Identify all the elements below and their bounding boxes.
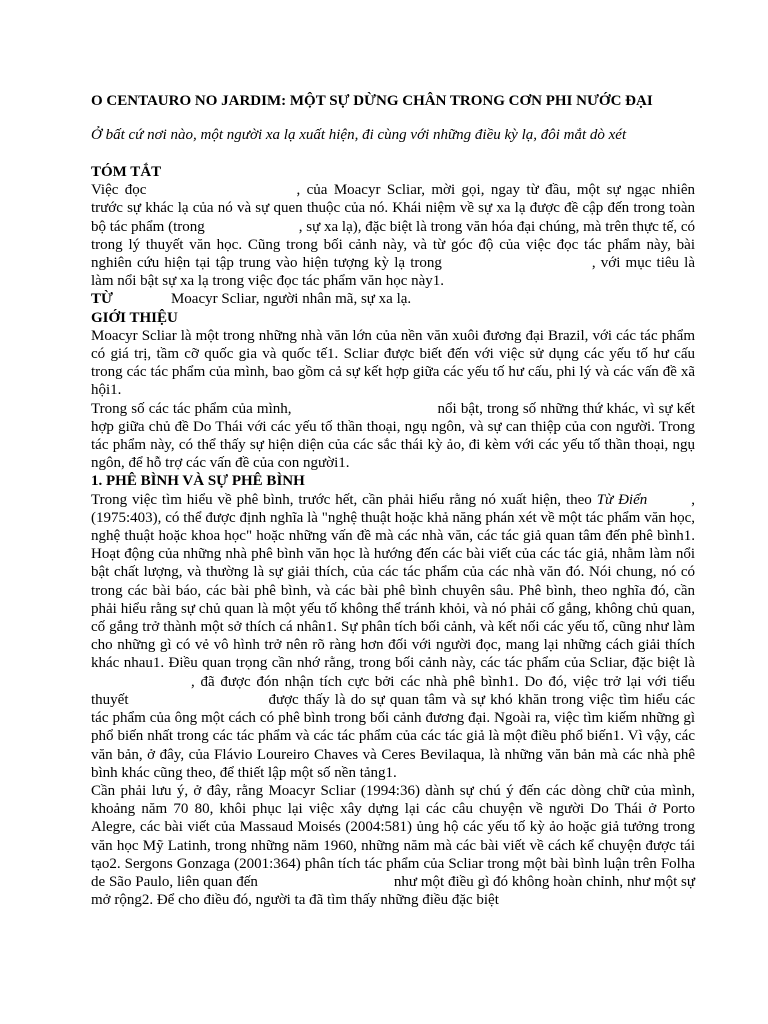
section1-text-6: như một điều gì đó không hoàn chỉnh, như một sự mở rộng2. Để cho điều đó, người ta đã tìm thấy những điều đặc biệt — [91, 873, 696, 909]
page-subtitle: Ở bất cứ nơi nào, một người xa lạ xuất hiện, đi cùng với những điều kỳ lạ, đôi mắt dò xét — [91, 127, 627, 143]
section1-heading: 1. PHÊ BÌNH VÀ SỰ PHÊ BÌNH — [91, 473, 305, 490]
section1-text-3: , đã được đón nhận tích cực bởi các nhà phê bình1. Do đó, việc trở lại với tiểu thuyết — [91, 673, 695, 708]
summary-text-1: Việc đọc — [91, 182, 147, 199]
summary-text-2: , của Moacyr Scliar, mời gọi, ngay từ đầu, một sự ngạc nhiên trước sự khác lạ của nó và sự quen thuộc của nó. Khái niệm về sự xa lạ được đề cập đến trong toàn bộ tác phẩm (trong — [91, 182, 695, 235]
section1-text-5: Cần phải lưu ý, ở đây, rằng Moacyr Scliar (1994:36) dành sự chú ý đến các dòng chữ của mình, khoảng năm 70 80, khôi phục lại việc xây dựng lại các câu chuyện về người Do Thái ở Porto Alegre, các bài viết của Massaud Moisés (2004:581) ủng hộ các yếu tố kỳ ảo hoặc giả tưởng trong văn học Mỹ Latinh, trong những năm 1960, những năm mà các bài viết về cách kể chuyện được tái tạo2. Sergons Gonzaga (2001:364) phân tích tác phẩm của Scliar trong một bài bình luận trên Folha de São Paulo, liên quan đến — [91, 782, 695, 890]
summary-text-3: , sự xa lạ), đặc biệt là trong văn hóa đại chúng, mà trên thực tế, có trong lý thuyết văn học. Cũng trong bối cảnh này, và từ góc độ của việc đọc tác phẩm này, bài nghiên cứu hiện tại tập trung vào hiện tượng kỳ lạ trong — [91, 218, 696, 272]
keywords-line — [91, 290, 695, 308]
section1-text-1: Trong việc tìm hiểu về phê bình, trước hết, cần phải hiểu rằng nó xuất hiện, theo — [91, 491, 592, 508]
summary-heading: TÓM TẮT — [91, 164, 162, 180]
section1-paragraph-2 — [91, 782, 695, 909]
summary-text-4: , với mục tiêu là làm nổi bật sự xa lạ trong việc đọc tác phẩm văn học này1. — [91, 255, 696, 290]
intro-paragraph-1: Moacyr Scliar là một trong những nhà văn lớn của nền văn xuôi đương đại Brazil, với các tác phẩm có giá trị, tầm cỡ quốc gia và quốc tế1. Scliar được biết đến với việc sử dụng các yếu tố hư cấu trong các tác phẩm của mình, bao gồm cả sự kết hợp giữa các yếu tố hư cấu, phi lý và các vấn đề xã hội1. — [91, 327, 695, 399]
keywords-text: Moacyr Scliar, người nhân mã, sự xa lạ. — [170, 291, 412, 308]
section1-paragraph-1 — [91, 491, 695, 782]
dictionary-title: Từ Điển — [596, 491, 648, 508]
page-title: O CENTAURO NO JARDIM: MỘT SỰ DỪNG CHÂN TRONG CƠN PHI NƯỚC ĐẠI — [91, 93, 653, 109]
intro-text-1: Trong số các tác phẩm của mình, — [91, 400, 292, 417]
summary-paragraph — [91, 181, 695, 290]
keywords-label: TỪ — [91, 291, 113, 308]
section1-text-2: , (1975:403), có thể được định nghĩa là "nghệ thuật hoặc khả năng phán xét về một tác phẩm văn học, nghệ thuật hoặc khoa học" hoặc những vấn đề mà các nhà văn, các tác giả quan tâm đến phê bình1. Hoạt động của những nhà phê bình văn học là hướng đến các bài viết của các tác giả, nhằm làm nổi bật chất lượng, và thường là sự giải thích, của các tác phẩm của các nhà văn đó. Nói chung, nó có trong các bài báo, các bài phê bình, và các bài phê bình chuyên sâu. Phê bình, theo nghĩa đó, cần phải hiểu rằng sự chủ quan là một yếu tố không thể tránh khỏi, và nó phải cố gắng, không chủ quan, cố gắng trở thành một sở thích cá nhân1. Sự phân tích bối cảnh, và kết nối các yếu tố, cũng như làm cho những gì có vẻ vô hình trở nên rõ ràng hơn đối với người đọc, mang lại những cách giải thích khác nhau1. Điều quan trọng cần nhớ rằng, trong bối cảnh này, các tác phẩm của Scliar, đặc biệt là — [91, 491, 696, 672]
section1-text-4: được thấy là do sự quan tâm và sự khó khăn trong việc tìm hiểu các tác phẩm của ông một cách có phê bình trong bối cảnh đương đại. Ngoài ra, việc tìm kiếm những gì phổ biến nhất trong các tác phẩm và các tác phẩm của các tác giả là một điều phổ biến1. Vì vậy, các văn bản, ở đây, của Flávio Loureiro Chaves và Ceres Bevilaqua, là những văn bản mà các nhà phê bình khác cũng theo, để thiết lập một số nền tảng1. — [91, 691, 695, 781]
document-body — [91, 163, 695, 909]
intro-text-2: nổi bật, trong số những thứ khác, vì sự kết hợp giữa chủ đề Do Thái với các yếu tố thần thoại, ngụ ngôn, và sự can thiệp của con người. Trong tác phẩm này, có thể thấy sự hiện diện của các sắc thái kỳ ảo, đi kèm với các yếu tố thần thoại, ngụ ngôn, để hỗ trợ các vấn đề của con người1. — [91, 400, 695, 472]
intro-heading: GIỚI THIỆU — [91, 309, 178, 326]
intro-paragraph-2 — [91, 400, 695, 473]
